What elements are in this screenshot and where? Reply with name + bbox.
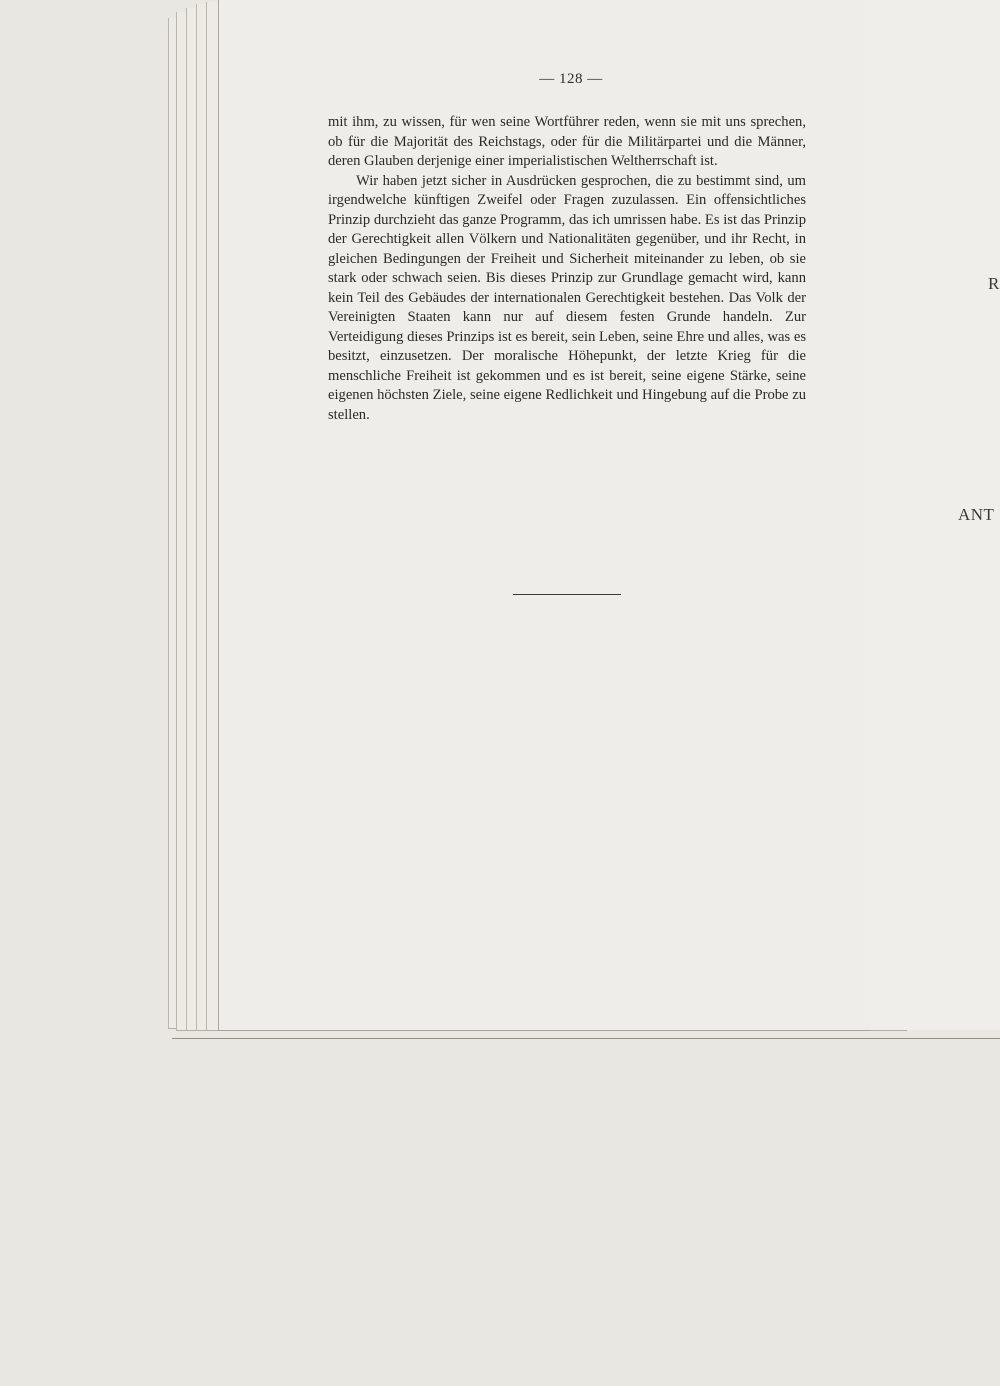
- page-number: — 128 —: [539, 71, 603, 87]
- facing-page-glyph-top: R: [988, 274, 1000, 293]
- facing-page-glyph-bottom: ANT: [958, 505, 995, 524]
- book-base-line: [172, 1038, 1000, 1039]
- end-separator-rule: [513, 594, 621, 595]
- body-text: [328, 113, 806, 425]
- paragraph-principle: Wir haben jetzt sicher in Ausdrücken gesprochen, die zu bestimmt sind, um irgendwelche künftigen Zweifel oder Fragen zuzulassen. Ein offensichtliches Prinzip durchzieht das ganze Programm, das ich umrissen habe. Es ist das Prinzip der Gerechtigkeit allen Völkern und Nationalitäten gegenüber, und ihr Recht, in gleichen Bedingungen der Freiheit und Sicherheit miteinander zu leben, ob sie stark oder schwach seien. Bis dieses Prinzip zur Grundlage gemacht wird, kann kein Teil des Gebäudes der internationalen Gerechtigkeit bestehen. Das Volk der Vereinigten Staaten kann nur auf diesem festen Grunde handeln. Zur Verteidigung dieses Prinzips ist es bereit, sein Leben, seine Ehre und alles, was es besitzt, einzusetzen. Der moralische Höhepunkt, der letzte Krieg für die menschliche Freiheit ist gekommen und es ist bereit, seine eigene Stärke, seine eigenen höchsten Ziele, seine eigene Redlichkeit und Hingebung auf die Probe zu stellen.: [328, 172, 806, 423]
- paragraph-continuation: mit ihm, zu wissen, für wen seine Wortführer reden, wenn sie mit uns sprechen, ob für die Majorität des Reichstags, oder für die Militärpartei und die Männer, deren Glauben derjenige einer imperialistischen Weltherrschaft ist.: [328, 114, 806, 169]
